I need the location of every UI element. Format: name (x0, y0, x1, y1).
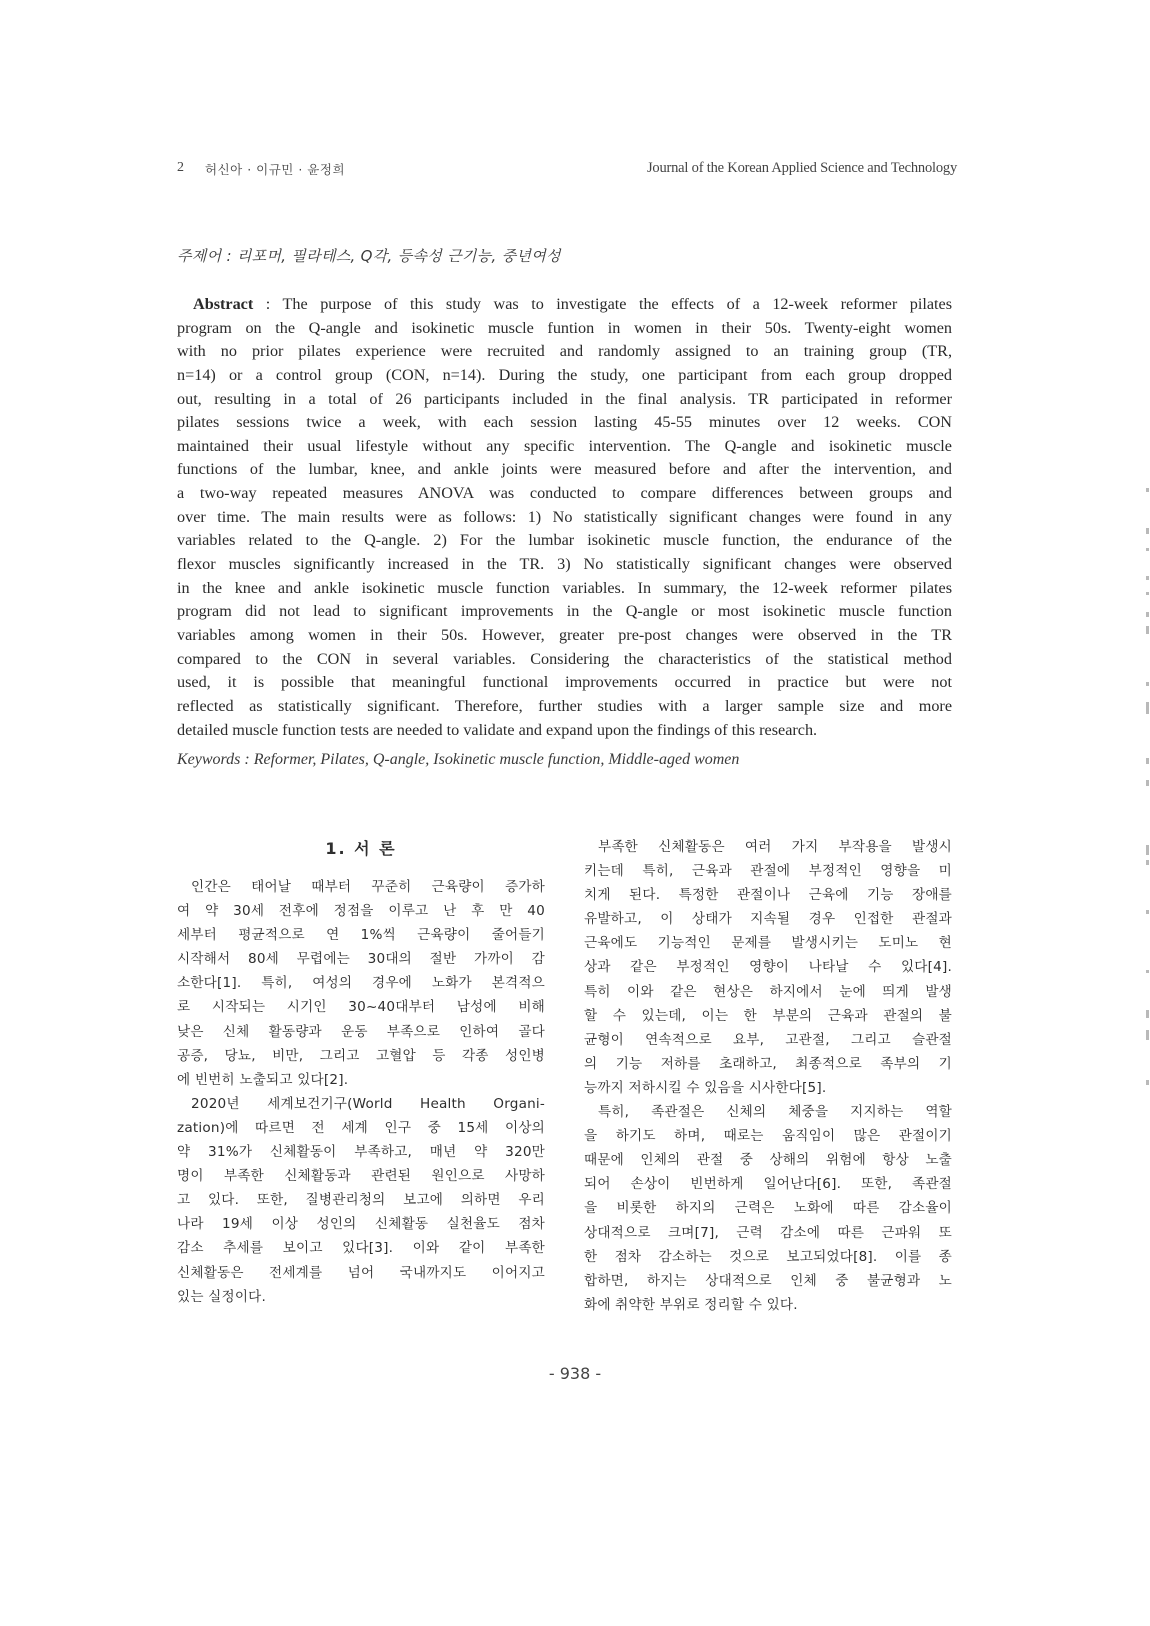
abstract-line: in the knee and ankle isokinetic muscle function variables. In summary, the 12-week reformer pilates (177, 578, 952, 597)
body-line: 유발하고, 이 상태가 지속될 경우 인접한 관절과 (584, 911, 952, 928)
body-line: 부족한 신체활동은 여러 가지 부작용을 발생시 (598, 839, 952, 855)
body-line: 세부터 평균적으로 연 1%씩 근육량이 줄어들기 (177, 927, 545, 944)
section-heading: 1. 서 론 (325, 839, 397, 858)
left-column-body (177, 875, 545, 1309)
header-page-number: 2 (177, 160, 184, 175)
body-line: 합하면, 하지는 상대적으로 인체 중 불균형과 노 (584, 1272, 952, 1289)
body-line: 감소 추세를 보이고 있다[3]. 이와 같이 부족한 (177, 1240, 545, 1257)
body-line: 있는 실정이다. (177, 1288, 267, 1305)
abstract-line: with no prior pilates experience were recruited and randomly assigned to an training group (TR, (177, 342, 952, 361)
abstract-line: Abstract : The purpose of this study was to investigate the effects of a 12-week reformer pilates (193, 295, 952, 313)
body-line: 의 기능 저하를 초래하고, 최종적으로 족부의 기 (584, 1055, 952, 1072)
left-column (177, 835, 545, 1309)
running-header (177, 160, 957, 184)
body-line: 을 비롯한 하지의 근력은 노화에 따른 감소율이 (584, 1200, 952, 1217)
abstract-line: used, it is possible that meaningful functional improvements occurred in practice but were not (177, 673, 952, 692)
body-line: 때문에 인체의 관절 중 상해의 위험에 항상 노출 (584, 1152, 952, 1169)
abstract-line: a two-way repeated measures ANOVA was conducted to compare differences between groups and (177, 484, 952, 503)
abstract-line: out, resulting in a total of 26 participants included in the final analysis. TR participated in reformer (177, 389, 952, 408)
body-line: 화에 취약한 부위로 정리할 수 있다. (584, 1296, 798, 1313)
body-line: 특히, 족관절은 신체의 체중을 지지하는 역할 (598, 1104, 952, 1121)
body-line: 되어 손상이 빈번하게 일어난다[6]. 또한, 족관절 (584, 1176, 952, 1193)
body-line: 근육에도 기능적인 문제를 발생시키는 도미노 현 (584, 935, 952, 952)
body-line: 공증, 당뇨, 비만, 그리고 고혈압 등 각종 성인병 (177, 1047, 545, 1064)
korean-keywords: 주제어 : 리포머, 필라테스, Q각, 등속성 근기능, 중년여성 (177, 247, 561, 265)
body-line: 키는데 특히, 근육과 관절에 부정적인 영향을 미 (584, 863, 952, 880)
body-line: 나라 19세 이상 성인의 신체활동 실천율도 점차 (177, 1216, 545, 1233)
body-line: 능까지 저하시킬 수 있음을 시사한다[5]. (584, 1079, 827, 1096)
body-line: zation)에 따르면 전 세계 인구 중 15세 이상의 (177, 1119, 545, 1136)
abstract-line: over time. The main results were as follows: 1) No statistically significant changes were found in any (177, 507, 952, 526)
right-column (584, 835, 952, 1317)
body-line: 에 빈번히 노출되고 있다[2]. (177, 1071, 349, 1088)
body-line: 인간은 태어날 때부터 꾸준히 근육량이 증가하 (191, 879, 545, 895)
abstract-label: Abstract (193, 295, 254, 313)
body-line: 여 약 30세 전후에 정점을 이루고 난 후 만 40 (177, 903, 545, 920)
header-authors: 허신아 · 이규민 · 윤정희 (205, 162, 346, 177)
body-line: 낮은 신체 활동량과 운동 부족으로 인하여 골다 (177, 1023, 545, 1040)
header-journal-title: Journal of the Korean Applied Science and Technology (646, 160, 957, 176)
body-line: 할 수 있는데, 이는 한 부분의 근육과 관절의 불 (584, 1007, 952, 1024)
body-line: 고 있다. 또한, 질병관리청의 보고에 의하면 우리 (177, 1192, 545, 1209)
abstract-line: compared to the CON in several variables. Considering the characteristics of the statistical method (177, 649, 952, 668)
abstract-line: reflected as statistically significant. Therefore, further studies with a larger sample size and more (177, 696, 952, 715)
body-line: 약 31%가 신체활동이 부족하고, 매년 약 320만 (177, 1144, 545, 1161)
scan-edge-artifacts (1144, 440, 1150, 1540)
abstract-line: variables related to the Q-angle. 2) For the lumbar isokinetic muscle function, the endurance of the (177, 531, 952, 550)
body-line: 소한다[1]. 특히, 여성의 경우에 노화가 본격적으 (177, 975, 545, 992)
abstract-line: program on the Q-angle and isokinetic muscle funtion in women in their 50s. Twenty-eight women (177, 318, 952, 337)
body-line: 2020년 세계보건기구(World Health Organi- (191, 1095, 545, 1112)
abstract (177, 293, 952, 742)
body-line: 로 시작되는 시기인 30~40대부터 남성에 비해 (177, 999, 545, 1016)
body-line: 특히 이와 같은 현상은 하지에서 눈에 띄게 발생 (584, 983, 952, 1000)
abstract-line: maintained their usual lifestyle without any specific intervention. The Q-angle and isokinetic muscle (177, 436, 952, 455)
body-line: 치게 된다. 특정한 관절이나 근육에 기능 장애를 (584, 887, 952, 904)
abstract-separator: : (253, 295, 283, 313)
body-line: 명이 부족한 신체활동과 관련된 원인으로 사망하 (177, 1168, 545, 1185)
abstract-line: n=14) or a control group (CON, n=14). During the study, one participant from each group dropped (177, 365, 952, 384)
body-line: 시작해서 80세 무렵에는 30대의 절반 가까이 감 (177, 951, 545, 968)
abstract-line: functions of the lumbar, knee, and ankle joints were measured before and after the intervention, and (177, 460, 952, 479)
body-line: 신체활동은 전세계를 넘어 국내까지도 이어지고 (177, 1264, 545, 1281)
body-line: 을 하기도 하며, 때로는 움직임이 많은 관절이기 (584, 1128, 952, 1145)
body-line: 균형이 연속적으로 요부, 고관절, 그리고 슬관절 (584, 1031, 952, 1048)
abstract-line: flexor muscles significantly increased in the TR. 3) No statistically significant changes were observed (177, 555, 952, 574)
abstract-line: detailed muscle function tests are needed to validate and expand upon the findings of this research. (177, 720, 818, 739)
body-line: 상대적으로 크며[7], 근력 감소에 따른 근파워 또 (584, 1224, 952, 1241)
footer-page-number: - 938 - (548, 1364, 602, 1383)
english-keywords: Keywords : Reformer, Pilates, Q-angle, Isokinetic muscle function, Middle-aged women (177, 751, 740, 768)
abstract-line: program did not lead to significant improvements in the Q-angle or most isokinetic muscle function (177, 602, 952, 621)
abstract-line: pilates sessions twice a week, with each session lasting 45-55 minutes over 12 weeks. CON (177, 413, 952, 432)
abstract-line: variables among women in their 50s. However, greater pre-post changes were observed in the TR (177, 625, 952, 644)
body-line: 한 점차 감소하는 것으로 보고되었다[8]. 이를 종 (584, 1248, 952, 1265)
body-line: 상과 같은 부정적인 영향이 나타날 수 있다[4]. (584, 959, 952, 976)
